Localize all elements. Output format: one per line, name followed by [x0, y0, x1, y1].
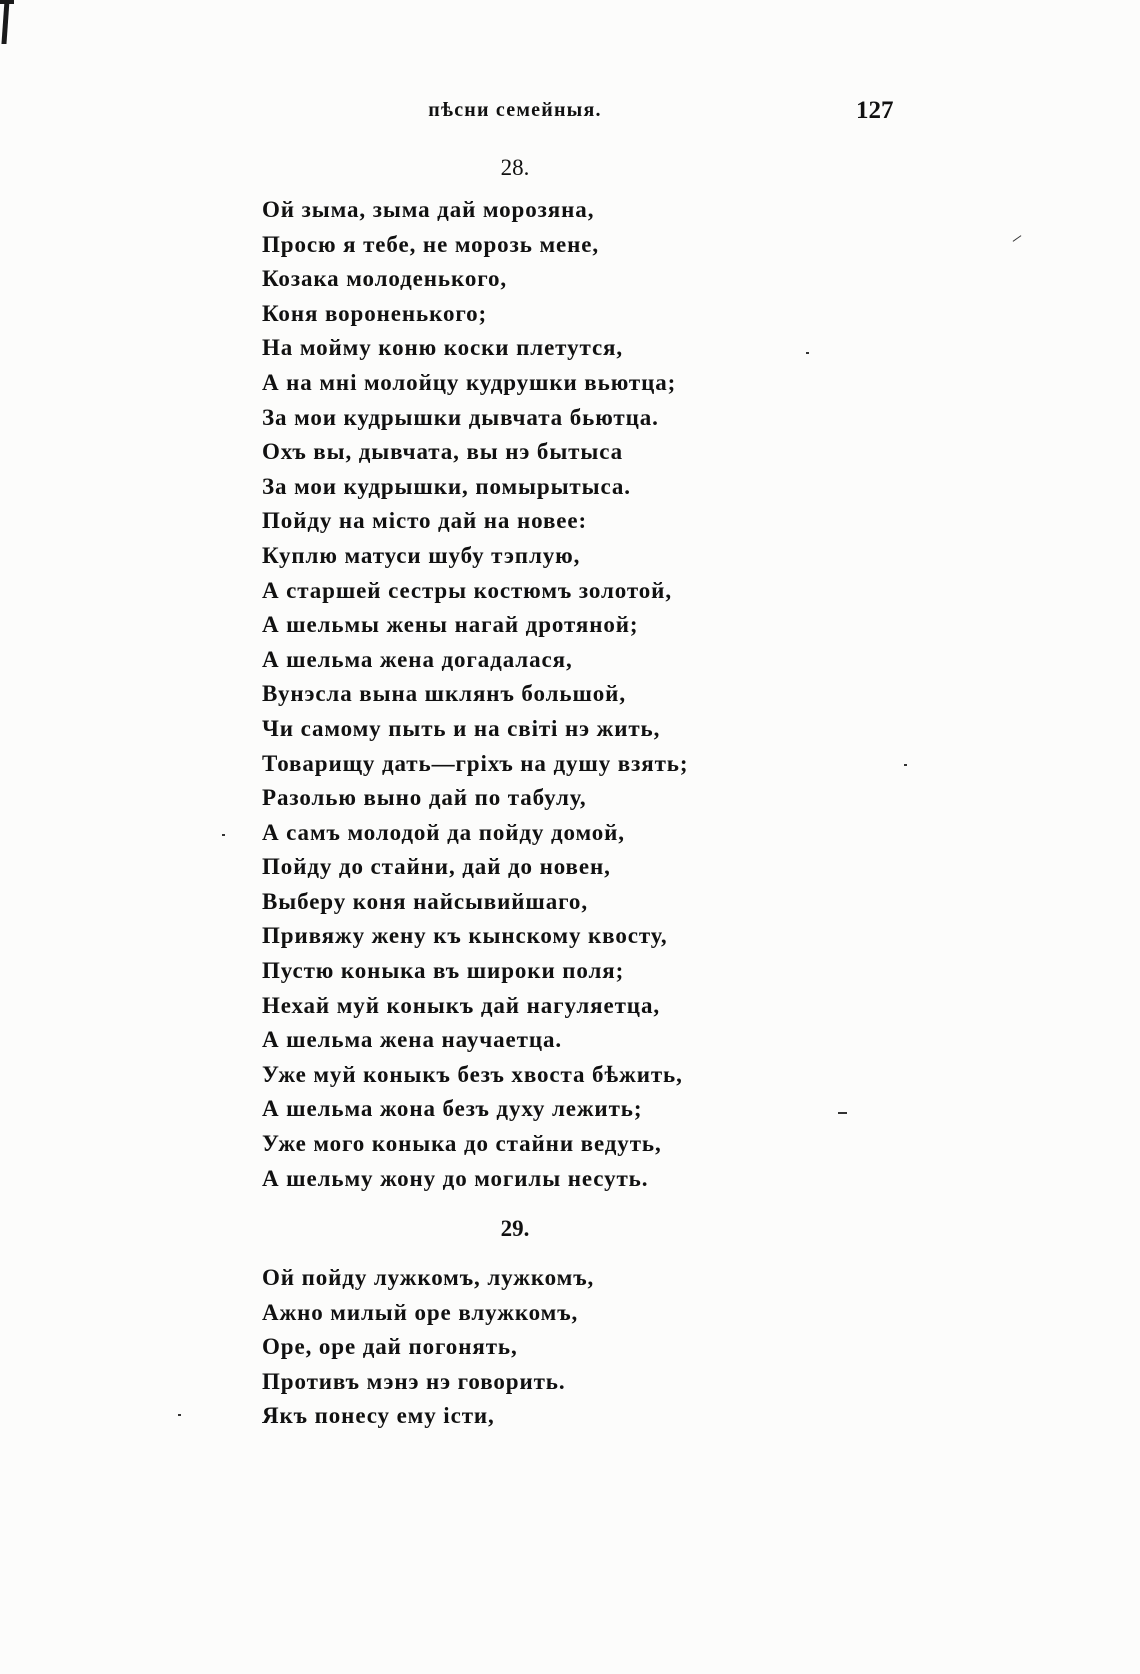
verse-line: Разолью выно дай по табулу,	[262, 785, 587, 811]
song-verse	[262, 193, 688, 1196]
verse-line: Уже мого коныка до стайни ведуть,	[262, 1131, 662, 1157]
verse-line: Пойду до стайни, дай до новен,	[262, 854, 611, 880]
verse-line: Противъ мэнэ нэ говорить.	[262, 1368, 566, 1394]
scan-speck	[178, 1414, 181, 1416]
song-verse	[262, 1261, 594, 1434]
verse-line: А шельма жона безъ духу лежить;	[262, 1096, 643, 1122]
verse-line: А шельма жена догадалася,	[262, 646, 573, 672]
verse-line: А старшей сестры костюмъ золотой,	[262, 577, 672, 603]
verse-line: Уже муй коныкъ безъ хвоста бѣжить,	[262, 1061, 683, 1087]
song-number: 28.	[500, 155, 530, 180]
verse-line: Ажно милый оре влужкомъ,	[262, 1299, 579, 1325]
scan-speck	[806, 352, 809, 354]
verse-line: Просю я тебе, не морозь мене,	[262, 231, 600, 257]
verse-line: А шельма жена научаетца.	[262, 1027, 563, 1053]
verse-line: На мойму коню коски плетутся,	[262, 335, 624, 361]
verse-line: Привяжу жену къ кынскому квосту,	[262, 923, 668, 949]
scan-edge-mark	[1, 0, 9, 44]
song-number: 29.	[500, 1216, 530, 1241]
scan-speck	[904, 764, 907, 766]
verse-line: За мои кудрышки, помырытыса.	[262, 473, 631, 499]
verse-line: Ой пойду лужкомъ, лужкомъ,	[262, 1265, 595, 1290]
verse-line: Пойду на місто дай на новее:	[262, 508, 588, 534]
verse-line: А шельму жону до могилы несуть.	[262, 1165, 649, 1191]
verse-line: Козака молоденького,	[262, 266, 508, 292]
page-number: 127	[856, 97, 894, 124]
verse-line: Куплю матуси шубу тэплую,	[262, 542, 581, 568]
verse-line: Коня вороненького;	[262, 300, 488, 326]
verse-line: А на мні молойцу кудрушки вьютца;	[262, 369, 677, 395]
verse-line: Оре, оре дай погонять,	[262, 1334, 518, 1360]
verse-line: А самъ молодой да пойду домой,	[262, 819, 625, 845]
scan-speck	[222, 834, 225, 836]
verse-line: Выберу коня найсывийшаго,	[262, 888, 588, 914]
verse-line: Охъ вы, дывчата, вы нэ бытыса	[262, 439, 624, 465]
verse-line: Товарищу дать—гріхъ на душу взять;	[262, 750, 689, 776]
verse-line: Ой зыма, зыма дай морозяна,	[262, 197, 595, 222]
verse-line: Чи самому пыть и на світі нэ жить,	[262, 715, 661, 741]
verse-line: А шельмы жены нагай дротяной;	[262, 612, 639, 638]
scan-speck	[1013, 235, 1022, 242]
verse-line: За мои кудрышки дывчата бьютца.	[262, 404, 659, 430]
verse-line: Пустю коныка въ широки поля;	[262, 958, 625, 984]
running-title: пѣсни семейныя.	[428, 99, 602, 121]
verse-line: Якъ понесу ему істи,	[262, 1403, 495, 1429]
verse-line: Нехай муй коныкъ дай нагуляетца,	[262, 992, 660, 1018]
verse-line: Вунэсла вына шклянъ большой,	[262, 681, 626, 707]
scan-speck	[838, 1112, 847, 1114]
